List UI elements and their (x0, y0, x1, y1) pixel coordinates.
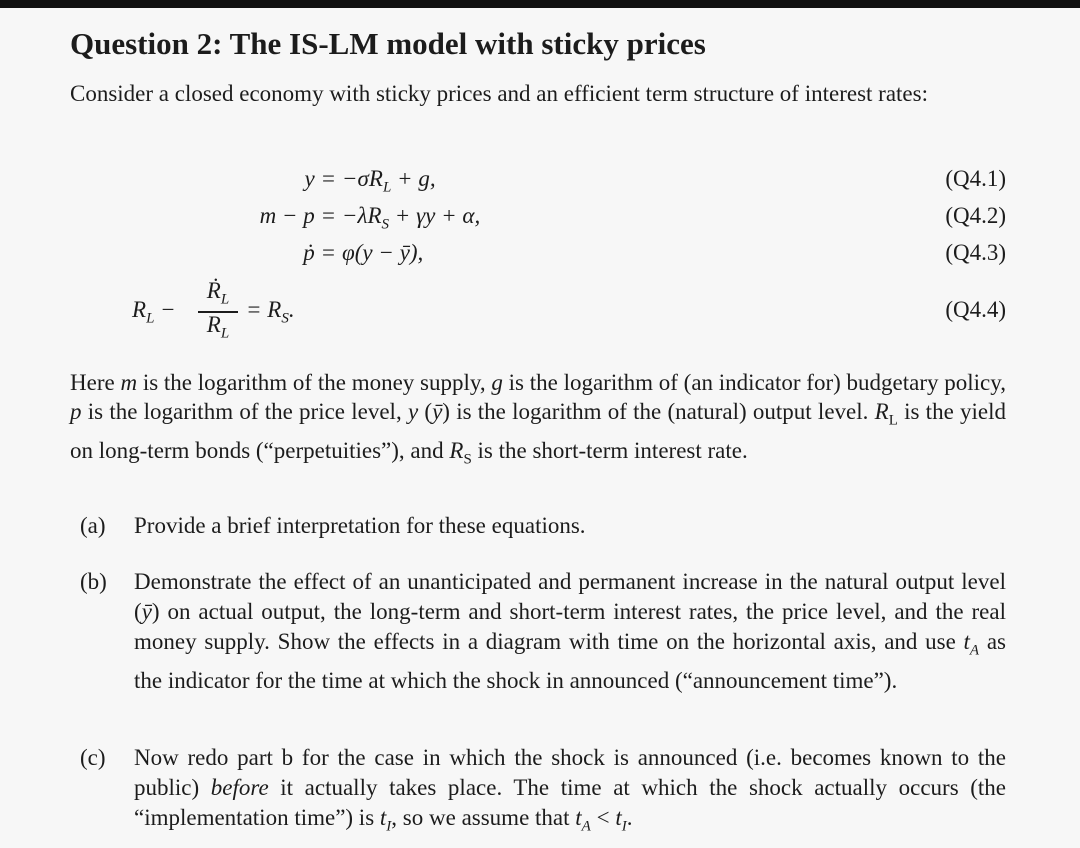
equation-lhs: m − p = (259, 203, 336, 228)
equation-number: (Q4.2) (945, 203, 1006, 228)
question-part-b (80, 567, 1006, 696)
equation-rhs: φ(y − ȳ), (342, 240, 424, 265)
part-label: (c) (80, 745, 106, 770)
equation-number: (Q4.3) (945, 240, 1006, 265)
top-border (0, 0, 1080, 8)
question-title: Question 2: The IS-LM model with sticky prices (70, 26, 706, 61)
equation-q4-4 (70, 278, 1006, 342)
equation-rhs: $-\lambda R_S + \gamma y + \alpha$, (342, 203, 481, 233)
equation-q4-3 (70, 240, 1006, 270)
equation-number: (Q4.1) (945, 166, 1006, 191)
part-label: (b) (80, 569, 107, 594)
question-page (70, 20, 1007, 835)
fraction-numerator: Ṙ$_L$ (206, 278, 230, 308)
equation-rhs: = $R_S$. (246, 297, 295, 327)
part-text: Provide a brief interpretation for these equations. (134, 513, 586, 538)
equation-lhs: ṗ = (303, 240, 336, 265)
variable-definitions-paragraph: Here m is the logarithm of the money supply, g is the logarithm of (an indicator for) budgetary policy, p is the logarithm of the price level, y (ȳ) is the logarithm of the (natural) output level. $R_L$ is the yield on long-term bonds (“perpetuities”), and $R_S$ is the short-term interest rate. (70, 370, 1006, 468)
equation-lhs-rl: $R_L$ − (132, 297, 176, 327)
equation-number: (Q4.4) (945, 297, 1006, 322)
fraction-denominator: $R_L$ (206, 312, 230, 342)
equation-rhs: $-\sigma R_L + g$, (342, 166, 436, 196)
intro-text: Consider a closed economy with sticky prices and an efficient term structure of interest rates: (70, 81, 928, 106)
fraction-rl-dot-over-rl (198, 278, 238, 342)
equation-q4-2 (70, 203, 1006, 233)
part-text: Now redo part b for the case in which the shock is announced (i.e. becomes known to the public) before it actually takes place. The time at which the shock actually occurs (the “implementation time”) is $t_I$, so we assume that $t_A < t_I$. (134, 745, 1007, 835)
part-text: Demonstrate the effect of an unanticipated and permanent increase in the natural output level (ȳ) on actual output, the long-term and short-term interest rates, the price level, and the real money supply. Show the effects in a diagram with time on the horizontal axis, and use $t_A$ as the indicator for the time at which the shock in announced (“announcement time”). (134, 569, 1006, 693)
equation-q4-1 (70, 166, 1006, 196)
question-part-c (80, 743, 1006, 842)
part-label: (a) (80, 513, 106, 538)
equation-lhs: y = (304, 166, 336, 191)
question-part-a (80, 511, 1006, 541)
